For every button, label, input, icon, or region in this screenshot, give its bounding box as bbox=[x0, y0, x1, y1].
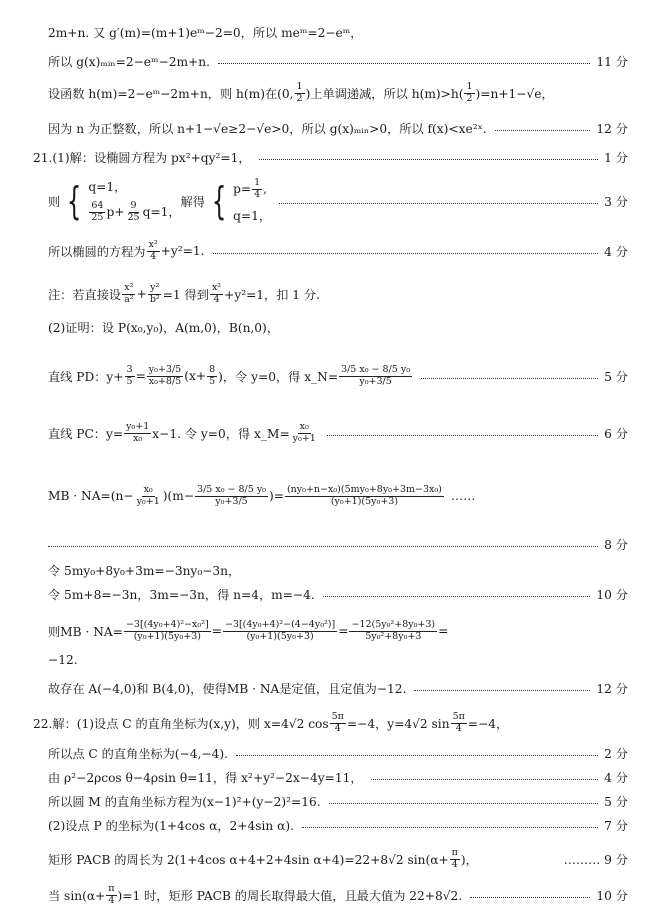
dot-leader bbox=[327, 435, 598, 436]
dot-leader bbox=[470, 897, 590, 898]
fraction: $\frac{1}{2}$ bbox=[296, 81, 303, 104]
score-line-8 bbox=[48, 536, 628, 553]
dot-leader bbox=[218, 63, 590, 64]
dot-product-line: MB · NA=(n− $\frac{\text{x₀}}{\text{y₀+1}}$ )(m− $\frac{\text{3/5 x₀ − 8/5 y₀}}{\text{y₀+3/5}}$ )= $\frac{\text{(ny₀+n−x₀)(5my₀+8y₀+3m−3x₀)}}{\text{(y₀+1)(5y₀+3)}}$ …… bbox=[48, 483, 476, 507]
score: 3 分 bbox=[604, 194, 628, 209]
dot-leader bbox=[495, 130, 591, 131]
dot-leader bbox=[421, 378, 598, 379]
score: 11 分 bbox=[596, 55, 628, 69]
dot-leader bbox=[259, 159, 599, 160]
score: 7 分 bbox=[604, 819, 628, 833]
then-line: 则MB · NA= $\frac{\text{−3[(4y₀+4)²−x₀²]}}{\text{(y₀+1)(5y₀+3)}}$ = $\frac{\text{−3[(4y₀+4)²−(4−4y₀²)]}}{\text{(y₀+1)(5y₀+3)}}$ = $\frac{\text{−12(5y₀²+8y₀+3)}}{\text{5y₀²+8y₀+3}}$ = bbox=[48, 618, 449, 642]
maximum-line: 当 sin(α+ $\frac{\pi}{4}$ )=1 时，矩形 PACB 的周长取得最大值，且最大值为 22+8√2. 10 分 bbox=[48, 883, 628, 906]
score: 10 分 bbox=[596, 588, 628, 602]
score: ……… 9 分 bbox=[563, 852, 628, 867]
ellipse-equation: 所以椭圆的方程为 $\frac{\text{x²}}{4}$ +y²=1. 4 分 bbox=[48, 239, 628, 262]
score: 4 分 bbox=[604, 771, 628, 785]
proof-setup: (2)证明：设 P(x₀,y₀)，A(m,0)，B(n,0)， bbox=[48, 321, 280, 335]
score: 5 分 bbox=[604, 795, 628, 809]
let-line-2: 令 5m+8=−3n，3m=−3n，得 n=4，m=−4. 10 分 bbox=[48, 588, 628, 602]
score: 12 分 bbox=[596, 122, 628, 136]
score: 4 分 bbox=[604, 244, 628, 259]
score: 5 分 bbox=[604, 369, 628, 384]
solution-line-2: 所以 g(x)ₘᵢₙ=2−eᵐ−2m+n. 11 分 bbox=[48, 55, 628, 69]
dot-leader bbox=[279, 203, 598, 204]
result-line: −12. bbox=[48, 653, 78, 667]
dot-leader bbox=[302, 827, 598, 828]
dot-leader bbox=[236, 755, 598, 756]
score: 2 分 bbox=[604, 747, 628, 761]
circle-equation: 所以圆 M 的直角坐标方程为(x−1)²+(y−2)²=16. 5 分 bbox=[48, 795, 628, 809]
equation-system: 则 { q=1， $\frac{64}{25}$ p+ $\frac{9}{25}$ q=1， 解得 { p= $\frac{1}{4}$ , q=1， 3 分 bbox=[48, 177, 628, 223]
score: 12 分 bbox=[596, 682, 628, 696]
solution-line-3: 设函数 h(m)=2−eᵐ−2m+n，则 h(m)在(0, $\frac{1}{2}$ )上单调递减，所以 h(m)>h( $\frac{1}{2}$ )=n+1−√e， bbox=[48, 81, 554, 104]
dot-leader bbox=[329, 803, 599, 804]
dot-leader bbox=[323, 596, 591, 597]
score: 1 分 bbox=[604, 151, 628, 165]
score: 10 分 bbox=[596, 888, 628, 903]
conclusion-line: 故存在 A(−4,0)和 B(4,0)，使得MB · NA是定值，且定值为−12. 12 分 bbox=[48, 682, 628, 696]
dot-leader bbox=[414, 690, 590, 691]
question-22: 22.解：(1)设点 C 的直角坐标为(x,y)，则 x=4√2 cos $\frac{5\pi}{4}$ =−4，y=4√2 sin $\frac{5\pi}{4}$ =−4， bbox=[33, 711, 509, 734]
dot-leader bbox=[213, 253, 599, 254]
c-coordinate: 所以点 C 的直角坐标为(−4,−4). 2 分 bbox=[48, 747, 628, 761]
point-p: (2)设点 P 的坐标为(1+4cos α，2+4sin α). 7 分 bbox=[48, 819, 628, 833]
fraction: $\frac{1}{2}$ bbox=[466, 81, 473, 104]
score: 6 分 bbox=[604, 426, 628, 441]
solution-line-4: 因为 n 为正整数，所以 n+1−√e≥2−√e>0，所以 g(x)ₘᵢₙ>0，所以 f(x)<xe²ˣ. 12 分 bbox=[48, 122, 628, 136]
question-21-part-1: 21.(1)解：设椭圆方程为 px²+qy²=1， 1 分 bbox=[33, 151, 628, 165]
note-line: 注：若直接设 $\frac{\text{x²}}{\text{a²}}$ + $\frac{\text{y²}}{\text{b²}}$ =1 得到 $\frac{\text{x²}}{4}$ +y²=1，扣 1 分. bbox=[48, 282, 320, 305]
line-pd: 直线 PD：y+ $\frac{3}{5}$ = $\frac{\text{y₀+3/5}}{\text{x₀+8/5}}$ (x+ $\frac{8}{5}$ )，令 y=0，得 x_N= $\frac{\text{3/5 x₀ − 8/5 y₀}}{\text{y₀+3/5}}$ 5 分 bbox=[48, 363, 628, 387]
solution-line-1: 2m+n. 又 g′(m)=(m+1)eᵐ−2=0，所以 meᵐ=2−eᵐ， bbox=[48, 26, 363, 40]
dot-leader bbox=[371, 779, 599, 780]
let-line-1: 令 5my₀+8y₀+3m=−3ny₀−3n， bbox=[48, 564, 241, 578]
polar-conversion: 由 ρ²−2ρcos θ−4ρsin θ=11，得 x²+y²−2x−4y=11， 4 分 bbox=[48, 771, 628, 785]
perimeter-line: 矩形 PACB 的周长为 2(1+4cos α+4+2+4sin α+4)=22+8√2 sin(α+ $\frac{\pi}{4}$ )， ……… 9 分 bbox=[48, 847, 628, 870]
line-pc: 直线 PC：y= $\frac{\text{y₀+1}}{\text{x₀}}$ x−1. 令 y=0，得 x_M= $\frac{\text{x₀}}{\text{y₀+1}}$ 6 分 bbox=[48, 421, 628, 444]
dot-leader bbox=[48, 546, 598, 547]
score: 8 分 bbox=[604, 538, 628, 552]
